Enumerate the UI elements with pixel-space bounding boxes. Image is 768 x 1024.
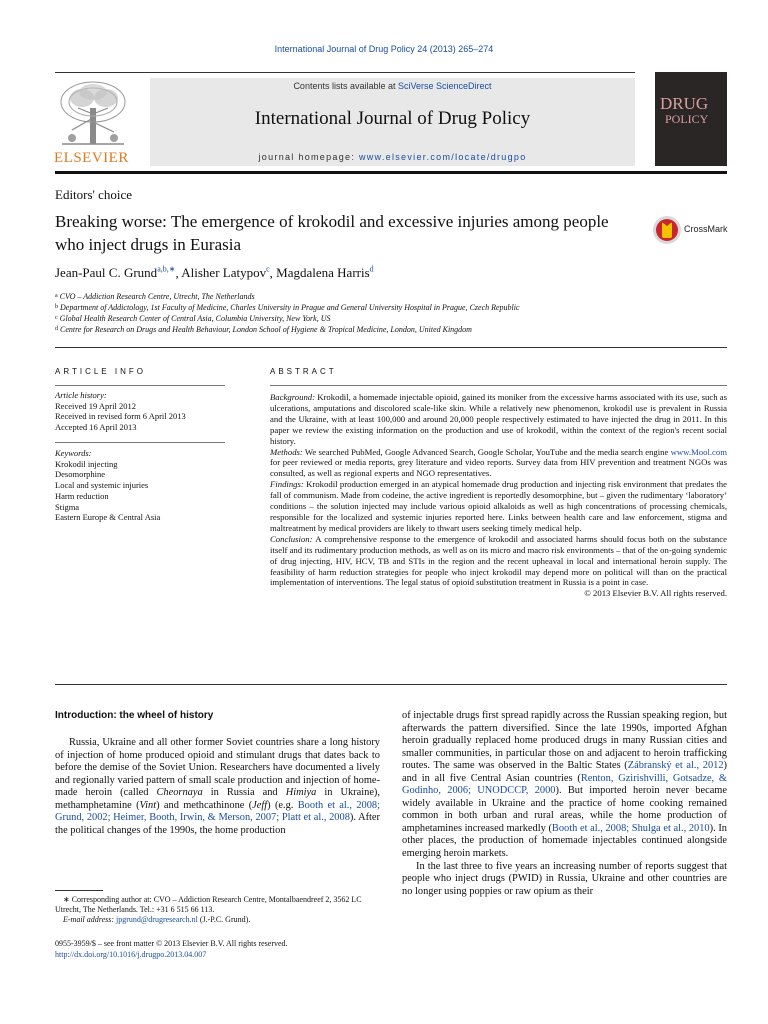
affiliations xyxy=(55,291,520,335)
abstract-findings: Findings: Krokodil production emerged in an atypical homemade drug production and injecting risk environment that predates the fall of communism. Made from codeine, the active ingredient is reportedly desomorphine, but – given the rudimentary ‘laboratory’ conditions – the solution injected may include various opioid alkaloids as well as high concentrations of processing chemicals, responsible for the localized and systemic injuries reported here. Links between health care and law enforcement, stigma and maltreatment by medical providers are likely to thwart users seeking timely medical help. xyxy=(270,479,727,533)
keyword: Harm reduction xyxy=(55,490,109,501)
homepage-label: journal homepage: xyxy=(258,152,359,162)
keywords-rule xyxy=(55,442,225,443)
crossmark-badge[interactable] xyxy=(652,215,732,245)
homepage-line xyxy=(150,152,635,162)
abstract-methods: Methods: We searched PubMed, Google Advanced Search, Google Scholar, YouTube and the media search engine www.Mool.com for peer reviewed or media reports, grey literature and video reports. Survey data from HIV prevention and treatment NGOs was consulted, as well as regional experts and NGO representatives. xyxy=(270,446,727,479)
keyword: Krokodil injecting xyxy=(55,458,118,469)
corresponding-author-footnote xyxy=(55,895,383,925)
header-rule-bottom xyxy=(55,171,727,174)
author-list: Jean-Paul C. Grund$^{a,b,∗}$, Alisher Latypov$^c$, Magdalena Harris$^d$ xyxy=(55,265,374,281)
article-info-heading: ARTICLE INFO xyxy=(55,367,146,376)
contents-line xyxy=(150,81,635,91)
issn-line: 0955-3959/$ – see front matter © 2013 Elsevier B.V. All rights reserved. xyxy=(55,939,288,948)
corresponding-author: ∗ Corresponding author at: CVO – Addiction Research Centre, Montalbaendreef 2, 3562 LC Utrecht, The Netherlands. Tel.: +31 6 515 66 113. xyxy=(55,895,362,914)
intro-paragraph-1: Russia, Ukraine and all other former Soviet countries share a long history of injection of home produced opioid and stimulant drugs that dates back to before the demise of the Soviet Union. Researchers have documented a lively and regionally varied pattern of small scale production and injection of home-made heroin (called Cheornaya in Russia and Himiya in Ukraine), methamphetamine (Vint) and methcathinone (Jeff) (e.g. Booth et al., 2008; Grund, 2002; Heimer, Booth, Irwin, & Merson, 2007; Platt et al., 2008). After the political changes of the 1990s, the home production xyxy=(55,737,380,836)
footnote-rule xyxy=(55,890,103,891)
article-title: Breaking worse: The emergence of krokodil and excessive injuries among people who inject drugs in Eurasia xyxy=(55,212,609,254)
abstract-conclusion: Conclusion: A comprehensive response to the emergence of krokodil and associated harms should focus both on the substance itself and its rudimentary production methods, as well as on its micro and macro risk environments – that of the on-going syndemic of drug injecting, HIV, HCV, TB and STIs in the region and the recent upheaval in local and international heroin supply. The feasibility of harm reduction strategies for people who inject krokodil may depend more on political will than on the practical implementation of interventions. The legal status of opioid substitution treatment in Russia is a point in case. xyxy=(270,533,727,588)
history-accepted: Accepted 16 April 2013 xyxy=(55,422,137,433)
keyword: Desomorphine xyxy=(55,469,106,480)
citation-link[interactable]: Booth et al., 2008; Grund, 2002; Heimer, Booth, Irwin, & Merson, 2007; Platt et al., 2008 xyxy=(55,799,380,824)
journal-cover xyxy=(655,72,727,166)
homepage-link[interactable]: www.elsevier.com/locate/drugpo xyxy=(358,152,527,162)
history-label: Article history: xyxy=(55,390,107,400)
keywords-block xyxy=(55,448,225,523)
author-email-link[interactable]: jpgrund@drugresearch.nl xyxy=(116,915,198,924)
keyword: Stigma xyxy=(55,501,80,512)
author-3[interactable]: Magdalena Harris$^d$ xyxy=(276,265,374,281)
author-email-line: E-mail address: jpgrund@drugresearch.nl (J.-P.C. Grund). xyxy=(63,915,251,924)
body-right-column xyxy=(402,710,727,898)
affiliation-a: $^a$ CVO – Addiction Research Centre, Utrecht, The Netherlands xyxy=(55,292,255,301)
mool-link[interactable]: www.Mool.com xyxy=(670,446,727,457)
contents-prefix: Contents lists available at xyxy=(293,81,398,91)
article-info-rule xyxy=(55,385,225,386)
author-1[interactable]: Jean-Paul C. Grund$^{a,b,∗}$ xyxy=(55,265,176,281)
citation-link[interactable]: Booth et al., 2008; Shulga et al., 2010 xyxy=(551,822,710,834)
affiliation-c: $^c$ Global Health Research Center of Central Asia, Columbia University, New York, US xyxy=(55,314,331,323)
keywords-label: Keywords: xyxy=(55,448,92,458)
citation-link[interactable]: Zábranský et al., 2012 xyxy=(627,760,724,772)
body-paragraph-continued: of injectable drugs first spread rapidly across the Russian speaking region, but afterwards the pattern diversified. Since the late 1990s, imported Afghan heroin gradually replaced home produced drugs in many Russian cities and smaller communities, in particular those on and adjacent to heroin trafficking routes. The same was observed in the Baltic States (Zábranský et al., 2012) and in all five Central Asian countries (Renton, Gzirishvilli, Gotsadze, & Godinho, 2006; UNODCCP, 2000). But imported heroin never became widely available in Ukraine and the practice of home cooking remained common in both urban and rural areas, while the home production of amphetamines increased markedly (Booth et al., 2008; Shulga et al., 2010). In other places, the production of homemade injectables continued alongside emerging heroin markets. xyxy=(402,710,728,860)
cover-title-line2: POLICY xyxy=(665,112,709,126)
cover-title-line1: DRUG xyxy=(660,94,709,113)
crossmark-label: CrossMark xyxy=(684,224,728,234)
intro-heading: Introduction: the wheel of history xyxy=(55,710,214,721)
journal-title: International Journal of Drug Policy xyxy=(254,108,531,129)
crossmark-icon xyxy=(652,215,682,245)
abstract-rule xyxy=(270,385,727,386)
affiliation-rule xyxy=(55,347,727,348)
abstract-body xyxy=(270,392,727,599)
article-history xyxy=(55,390,225,433)
abstract-background: Background: Krokodil, a homemade injectable opioid, gained its moniker from the excessive harms associated with its use, such as ulcerations, amputations and discolored scale-like skin. While a relatively new phenomenon, krokodil use is prevalent in Russia and the Ukraine, with at least 100,000 and around 20,000 people respectively estimated to have injected the drug in 2011. In this paper we review the existing information on the production and use of krokodil, within the context of the region's recent social history. xyxy=(270,392,727,446)
section-label: Editors' choice xyxy=(55,187,133,202)
header-rule-top xyxy=(55,72,635,73)
keyword: Local and systemic injuries xyxy=(55,480,149,491)
abstract-bottom-rule xyxy=(55,684,727,685)
body-paragraph-2: In the last three to five years an increasing number of reports suggest that people who inject drugs (PWID) in Russia, Ukraine and other countries are no longer using poppies or raw opium as their xyxy=(402,860,727,897)
author-2[interactable]: Alisher Latypov$^c$ xyxy=(181,265,270,281)
body-left-column xyxy=(55,737,380,837)
affiliation-d: $^d$ Centre for Research on Drugs and Health Behaviour, London School of Hygiene & Tropical Medicine, London, United Kingdom xyxy=(55,325,472,334)
abstract-copyright: © 2013 Elsevier B.V. All rights reserved. xyxy=(584,588,727,599)
elsevier-wordmark: ELSEVIER xyxy=(54,150,129,166)
affiliation-b: $^b$ Department of Addictology, 1st Faculty of Medicine, Charles University in Prague and General University Hospital in Prague, Czech Republic xyxy=(55,303,520,312)
sciencedirect-link[interactable]: SciVerse ScienceDirect xyxy=(398,81,492,91)
journal-reference[interactable]: International Journal of Drug Policy 24 (2013) 265–274 xyxy=(274,44,494,54)
abstract-heading: ABSTRACT xyxy=(270,367,337,376)
keyword: Eastern Europe & Central Asia xyxy=(55,512,161,523)
front-matter xyxy=(55,938,288,960)
doi-link[interactable]: http://dx.doi.org/10.1016/j.drugpo.2013.04.007 xyxy=(55,950,207,959)
history-received: Received 19 April 2012 xyxy=(55,400,136,411)
citation-link[interactable]: Renton, Gzirishvilli, Gotsadze, & Godinho, 2006; UNODCCP, 2000 xyxy=(402,772,727,797)
history-revised: Received in revised form 6 April 2013 xyxy=(55,411,186,422)
